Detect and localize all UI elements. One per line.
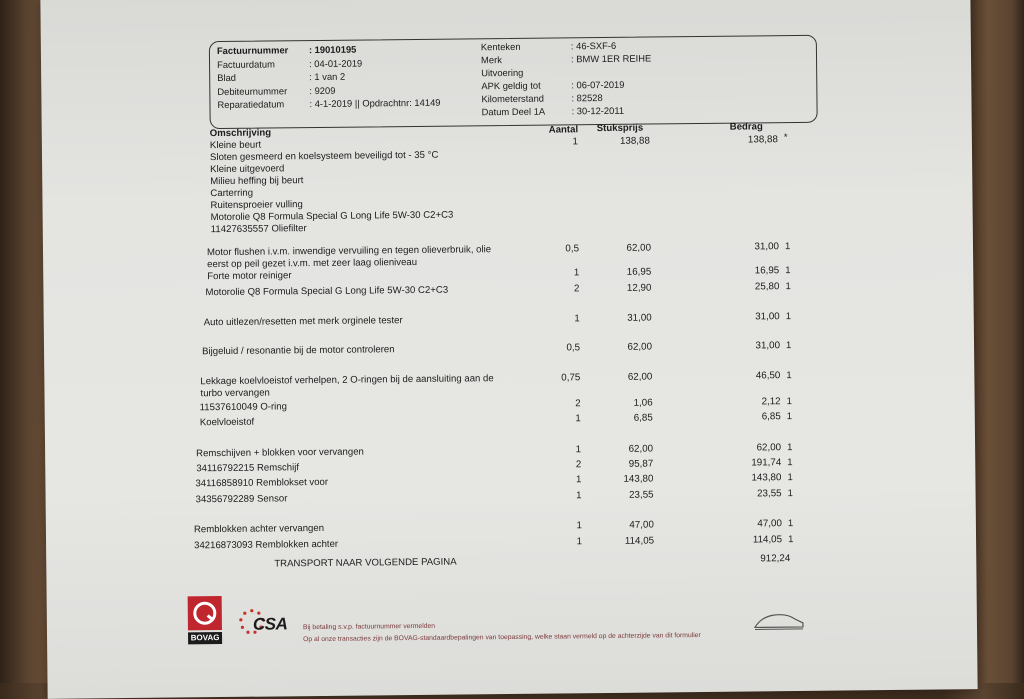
line-unit-price: 143,80 <box>623 473 654 485</box>
line-unit-price: 62,00 <box>626 242 652 254</box>
line-vat-code: 1 <box>785 281 791 293</box>
line-vat-code: 1 <box>787 442 793 454</box>
col-omschrijving: Omschrijving <box>209 127 272 140</box>
header-label: Debiteurnummer <box>217 84 288 97</box>
line-quantity: 0,75 <box>561 372 581 384</box>
line-quantity: 1 <box>575 413 581 425</box>
line-amount: 143,80 <box>751 472 782 484</box>
line-vat-code: * <box>783 132 788 144</box>
line-description: 34116858910 Remblokset voor <box>195 476 329 490</box>
line-unit-price: 62,00 <box>627 371 653 383</box>
header-label: APK geldig tot <box>481 79 541 92</box>
csa-label: CSA <box>252 614 288 634</box>
line-vat-code: 1 <box>787 472 793 484</box>
line-quantity: 1 <box>575 444 582 456</box>
line-amount: 31,00 <box>755 340 781 352</box>
header-label: Blad <box>217 71 237 84</box>
line-amount: 2,12 <box>761 396 781 408</box>
col-aantal: Aantal <box>548 124 579 136</box>
bovag-logo <box>187 595 224 647</box>
line-description: Carterring <box>210 187 254 200</box>
line-description: 34116792215 Remschijf <box>196 462 300 475</box>
header-value: : 9209 <box>309 84 336 96</box>
line-vat-code: 1 <box>784 241 791 253</box>
col-bedrag: Bedrag <box>729 121 763 133</box>
invoice-paper <box>40 0 977 699</box>
line-amount: 114,05 <box>752 534 783 546</box>
line-description: Auto uitlezen/resetten met merk orginele tester <box>203 315 403 329</box>
header-label: Uitvoering <box>481 66 524 79</box>
line-amount: 31,00 <box>755 311 780 323</box>
line-quantity: 2 <box>575 398 581 410</box>
footer-line-1: Bij betaling s.v.p. factuurnummer vermelden <box>302 622 436 632</box>
line-description: 11427635557 Oliefilter <box>210 223 307 236</box>
line-amount: 25,80 <box>754 281 780 293</box>
line-vat-code: 1 <box>787 488 793 500</box>
line-description: Koelvloeistof <box>199 416 255 429</box>
line-amount: 191,74 <box>751 457 782 469</box>
header-value: : 04-01-2019 <box>308 57 363 69</box>
line-vat-code: 1 <box>787 457 793 469</box>
header-label: Reparatiedatum <box>217 98 285 111</box>
line-quantity: 1 <box>576 520 582 532</box>
line-description: eerst op peil gezet i.v.m. met zeer laag olieniveau <box>207 256 418 271</box>
line-description: 34356792289 Sensor <box>195 493 288 506</box>
line-unit-price: 62,00 <box>627 341 653 353</box>
line-unit-price: 114,05 <box>624 535 655 547</box>
line-unit-price: 138,88 <box>619 135 650 147</box>
line-quantity: 1 <box>573 267 580 279</box>
header-label: Datum Deel 1A <box>481 105 546 118</box>
line-description: Lekkage koelvloeistof verhelpen, 2 O-ringen bij de aansluiting aan de <box>200 373 494 388</box>
col-stuksprijs: Stuksprijs <box>596 122 644 135</box>
bovag-label: BOVAG <box>190 633 220 643</box>
line-description: Milieu heffing bij beurt <box>210 175 304 188</box>
line-amount: 23,55 <box>756 488 782 500</box>
line-unit-price: 62,00 <box>628 443 654 455</box>
line-quantity: 2 <box>573 283 580 295</box>
line-quantity: 2 <box>575 459 582 471</box>
line-unit-price: 6,85 <box>633 412 653 424</box>
line-amount: 47,00 <box>757 518 782 530</box>
line-quantity: 1 <box>575 474 582 486</box>
line-description: turbo vervangen <box>200 387 270 400</box>
header-value: : 06-07-2019 <box>571 78 625 91</box>
line-unit-price: 95,87 <box>628 458 654 470</box>
line-description: Kleine uitgevoerd <box>210 163 285 176</box>
line-quantity: 0,5 <box>565 243 580 255</box>
line-amount: 46,50 <box>755 370 781 382</box>
line-vat-code: 1 <box>786 370 792 382</box>
line-vat-code: 1 <box>788 534 794 546</box>
line-description: Bijgeluid / resonantie bij de motor controleren <box>202 344 395 358</box>
header-value: : 4-1-2019 || Opdrachtnr: 14149 <box>309 96 441 110</box>
line-amount: 138,88 <box>747 134 778 146</box>
line-description: 11537610049 O-ring <box>199 401 288 414</box>
car-logo <box>751 609 807 639</box>
transport-label: TRANSPORT NAAR VOLGENDE PAGINA <box>274 556 457 570</box>
header-label: Merk <box>480 54 502 66</box>
line-description: Kleine beurt <box>209 139 262 152</box>
header-label: Factuurdatum <box>216 57 275 70</box>
line-unit-price: 12,90 <box>626 282 652 294</box>
header-value: : 1 van 2 <box>309 70 346 83</box>
line-unit-price: 31,00 <box>627 312 652 324</box>
line-amount: 6,85 <box>761 411 781 423</box>
line-vat-code: 1 <box>785 311 792 323</box>
line-quantity: 0,5 <box>566 342 581 354</box>
line-vat-code: 1 <box>785 265 791 277</box>
line-unit-price: 1,06 <box>633 397 653 409</box>
header-value: : 30-12-2011 <box>571 104 625 117</box>
header-value: : BMW 1ER REIHE <box>570 52 652 65</box>
header-value: : 82528 <box>571 92 603 104</box>
line-description: Motor flushen i.v.m. inwendige vervuiling en tegen olieverbruik, olie <box>206 244 492 259</box>
line-quantity: 1 <box>576 490 582 502</box>
header-value: : 46-SXF-6 <box>570 39 617 52</box>
line-vat-code: 1 <box>785 340 792 352</box>
line-unit-price: 47,00 <box>629 519 654 531</box>
line-description: Motorolie Q8 Formula Special G Long Life 5W-30 C2+C3 <box>210 209 454 224</box>
header-label: Kilometerstand <box>481 92 545 105</box>
header-label: Factuurnummer <box>216 44 289 57</box>
line-vat-code: 1 <box>787 518 794 530</box>
line-unit-price: 23,55 <box>629 489 654 501</box>
line-description: Forte motor reiniger <box>207 270 292 283</box>
line-description: Remblokken achter vervangen <box>193 522 325 536</box>
header-value: : 19010195 <box>308 43 357 56</box>
line-description: 34216873093 Remblokken achter <box>194 538 339 552</box>
footer-line-2: Op al onze transacties zijn de BOVAG-standaardbepalingen van toepassing, welke staan vermeld op de achterzijde van dit formulier <box>303 632 701 644</box>
line-vat-code: 1 <box>786 396 793 408</box>
line-vat-code: 1 <box>786 411 793 423</box>
line-amount: 31,00 <box>754 241 780 253</box>
line-quantity: 1 <box>572 136 578 148</box>
transport-amount: 912,24 <box>760 553 791 565</box>
line-amount: 16,95 <box>754 265 780 277</box>
header-label: Kenteken <box>480 40 521 53</box>
line-description: Ruitensproeier vulling <box>210 199 303 212</box>
line-description: Sloten gesmeerd en koelsysteem beveiligd tot - 35 °C <box>209 149 439 164</box>
line-quantity: 1 <box>576 536 583 548</box>
line-quantity: 1 <box>574 313 580 325</box>
line-description: Motorolie Q8 Formula Special G Long Life 5W-30 C2+C3 <box>205 284 449 299</box>
line-amount: 62,00 <box>756 442 782 454</box>
line-unit-price: 16,95 <box>626 266 652 278</box>
line-description: Remschijven + blokken voor vervangen <box>196 446 364 460</box>
